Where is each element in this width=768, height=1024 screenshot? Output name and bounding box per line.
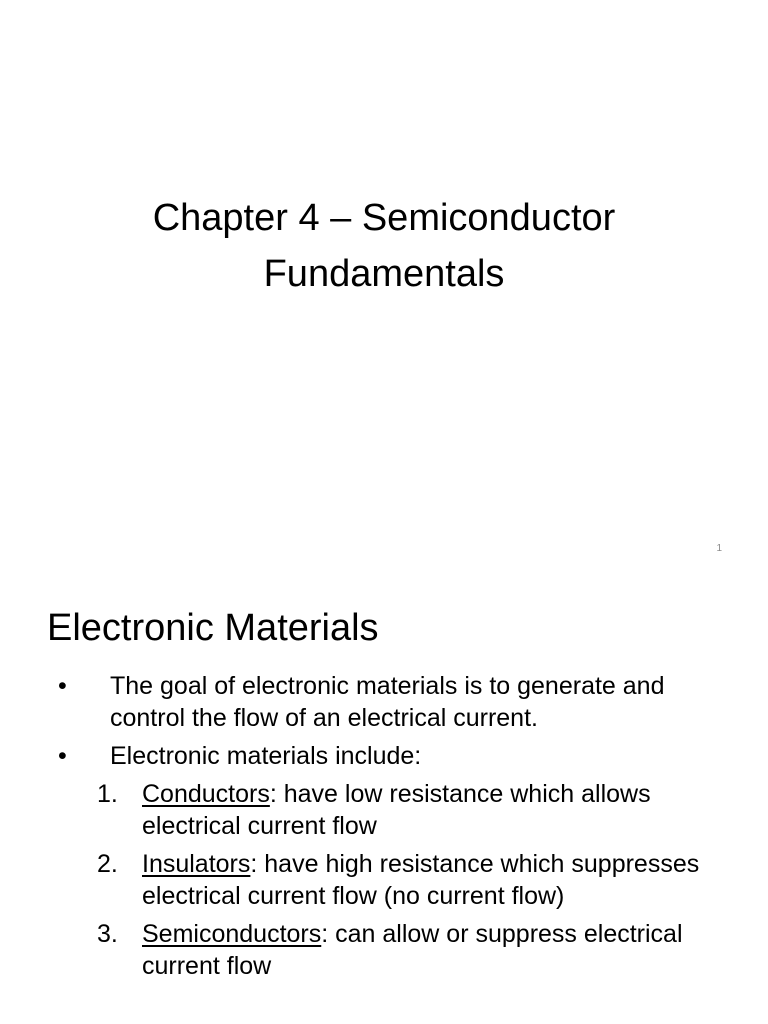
term-description: : have high resistance which suppresses electrical current flow (no current flow) — [142, 850, 700, 910]
numbered-item-semiconductors — [0, 918, 702, 982]
numbered-item-conductors — [0, 778, 702, 842]
term-insulators: Insulators — [142, 850, 251, 878]
title-line-2: Fundamentals — [263, 253, 505, 295]
item-number: 2. — [97, 850, 118, 878]
item-number: 3. — [97, 920, 118, 948]
term-description: : have low resistance which allows electrical current flow — [142, 780, 651, 840]
bullet-marker: • — [58, 672, 67, 700]
bullet-text: The goal of electronic materials is to generate and control the flow of an electrical current. — [110, 672, 665, 732]
bullet-marker: • — [58, 742, 67, 770]
bullet-text: Electronic materials include: — [110, 742, 422, 770]
slide-title — [60, 190, 708, 302]
title-line-1: Chapter 4 – Semiconductor — [152, 197, 616, 239]
slide-content — [0, 670, 768, 988]
term-description: : can allow or suppress electrical current flow — [142, 920, 683, 980]
item-number: 1. — [97, 780, 118, 808]
term-conductors: Conductors — [142, 780, 270, 808]
page-number: 1 — [716, 543, 722, 554]
bullet-item — [0, 670, 690, 734]
numbered-item-insulators — [0, 848, 702, 912]
term-semiconductors: Semiconductors — [142, 920, 322, 948]
bullet-item — [0, 740, 690, 772]
section-title: Electronic Materials — [47, 607, 379, 649]
